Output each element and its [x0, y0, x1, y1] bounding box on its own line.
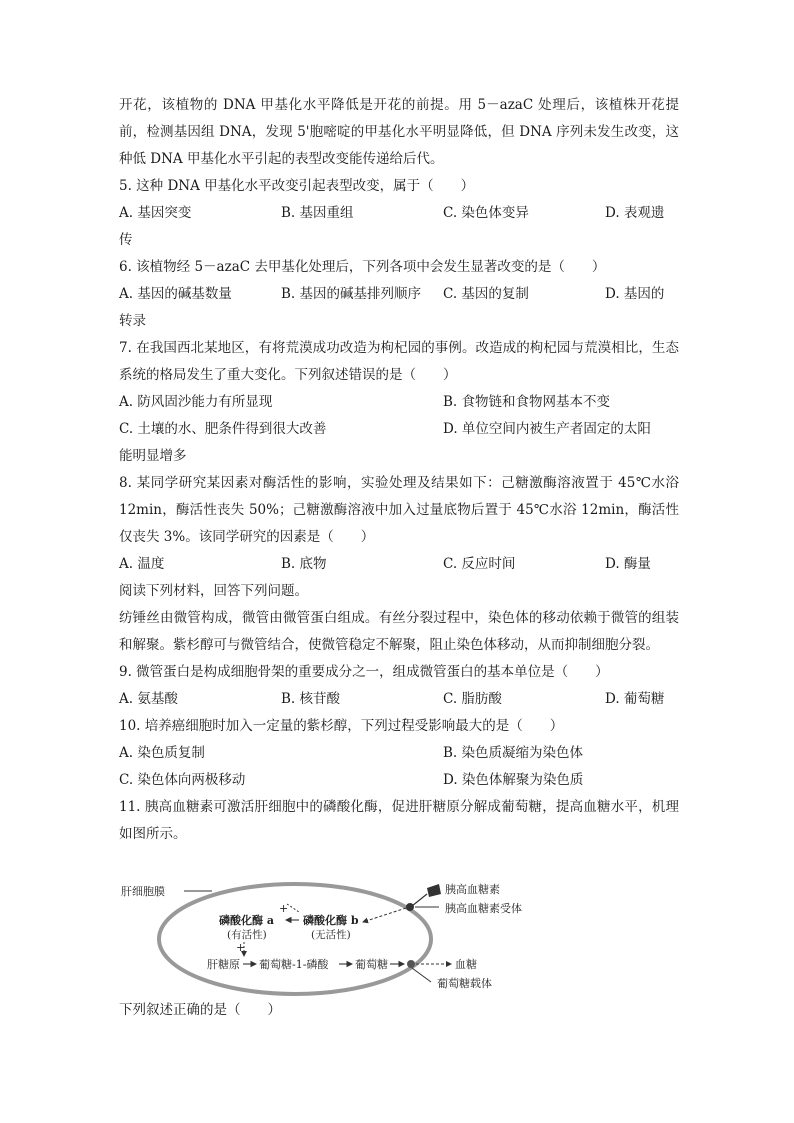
q5-option-c[interactable]: C. 染色体变异 [443, 205, 529, 221]
enzyme-b-state: (无活性) [311, 929, 351, 941]
q9-option-c[interactable]: C. 脂肪酸 [443, 691, 502, 707]
receptor-dot [406, 903, 414, 911]
q8-option-a[interactable]: A. 温度 [119, 556, 165, 572]
intro-paragraph: 开花，该植物的 DNA 甲基化水平降低是开花的前提。用 5－azaC 处理后，该植株开花提前，检测基因组 DNA，发现 5'胞嘧啶的甲基化水平明显降低，但 DNA 序列未发生改变，这种低 DNA 甲基化水平引起的表型改变能传递给后代。 [119, 97, 679, 167]
q10-option-a[interactable]: A. 染色质复制 [119, 745, 205, 761]
q7-options-row2 [119, 416, 679, 443]
plus-sign-left: + [236, 941, 246, 954]
g1p-label: 葡萄糖-1-磷酸 [259, 958, 329, 971]
q6-options [119, 281, 679, 308]
q11-after-diagram: 下列叙述正确的是（ ） [119, 1002, 281, 1018]
plus-sign-top: + [279, 902, 289, 915]
q5-options [119, 200, 679, 227]
q6-option-d-wrap: 转录 [119, 313, 146, 329]
q10-option-b[interactable]: B. 染色质凝缩为染色体 [443, 745, 584, 761]
transporter-label: 葡萄糖载体 [437, 977, 492, 990]
q9-option-a[interactable]: A. 氨基酸 [119, 691, 178, 707]
receptor-label: 胰高血糖素受体 [445, 902, 522, 915]
transporter-dot [407, 960, 415, 968]
q5-option-a[interactable]: A. 基因突变 [119, 205, 192, 221]
q8-stem: 8. 某同学研究某因素对酶活性的影响，实验处理及结果如下：己糖激酶溶液置于 45℃水浴 12min，酶活性丧失 50%；己糖激酶溶液中加入过量底物后置于 45℃水浴 12min，酶活性仅丧失 3%。该同学研究的因素是（ ） [119, 475, 679, 545]
q9-stem: 9. 微管蛋白是构成细胞骨架的重要成分之一，组成微管蛋白的基本单位是（ ） [119, 664, 609, 680]
q9-option-d[interactable]: D. 葡萄糖 [605, 691, 665, 707]
glucagon-to-receptor-line [412, 894, 427, 906]
glucose-label: 葡萄糖 [355, 958, 388, 971]
membrane-label: 肝细胞膜 [121, 885, 165, 898]
enzyme-a-state: (有活性) [227, 929, 267, 941]
q5-option-d[interactable]: D. 表观遗 [605, 205, 665, 221]
enzyme-a-label: 磷酸化酶 a [219, 914, 274, 927]
material-intro: 阅读下列材料，回答下列问题。 [119, 583, 308, 599]
q8-option-d[interactable]: D. 酶量 [605, 556, 651, 572]
q7-option-d-wrap: 能明显增多 [119, 448, 187, 464]
q9-option-b[interactable]: B. 核苷酸 [281, 691, 341, 707]
question-page [119, 92, 679, 848]
q6-option-a[interactable]: A. 基因的碱基数量 [119, 286, 232, 302]
q6-option-b[interactable]: B. 基因的碱基排列顺序 [281, 286, 422, 302]
plus-dashed-top [287, 904, 299, 912]
cell-membrane-ellipse [159, 884, 431, 994]
glucagon-icon [427, 884, 441, 897]
glycogen-mechanism-diagram [119, 872, 529, 998]
q8-option-c[interactable]: C. 反应时间 [443, 556, 516, 572]
q6-option-d[interactable]: D. 基因的 [605, 286, 665, 302]
q7-option-c[interactable]: C. 土壤的水、肥条件得到很大改善 [119, 421, 327, 437]
q9-options [119, 686, 679, 713]
q7-option-b[interactable]: B. 食物链和食物网基本不变 [443, 394, 611, 410]
q7-option-d[interactable]: D. 单位空间内被生产者固定的太阳 [443, 421, 651, 437]
transporter-pointer-line [412, 968, 431, 982]
q7-option-a[interactable]: A. 防风固沙能力有所显现 [119, 394, 273, 410]
material-paragraph: 纺锤丝由微管构成，微管由微管蛋白组成。有丝分裂过程中，染色体的移动依赖于微管的组装和解聚。紫杉醇可与微管结合，使微管稳定不解聚，阻止染色体移动，从而抑制细胞分裂。 [119, 610, 679, 653]
glycogen-label: 肝糖原 [207, 958, 240, 971]
q6-stem: 6. 该植物经 5－azaC 去甲基化处理后，下列各项中会发生显著改变的是（ ） [119, 259, 606, 275]
q7-stem: 7. 在我国西北某地区，有将荒漠成功改造为枸杞园的事例。改造成的枸杞园与荒漠相比，生态系统的格局发生了重大变化。下列叙述错误的是（ ） [119, 340, 679, 383]
q11-stem: 11. 胰高血糖素可激活肝细胞中的磷酸化酶，促进肝糖原分解成葡萄糖，提高血糖水平，机理如图所示。 [119, 799, 679, 842]
q5-stem: 5. 这种 DNA 甲基化水平改变引起表型改变，属于（ ） [119, 178, 475, 194]
q8-options [119, 551, 679, 578]
q10-option-c[interactable]: C. 染色体向两极移动 [119, 772, 246, 788]
q7-options-row1 [119, 389, 679, 416]
enzyme-b-label: 磷酸化酶 b [303, 914, 359, 927]
signal-dashed-line [363, 908, 406, 922]
glucagon-label: 胰高血糖素 [445, 883, 500, 896]
q5-option-b[interactable]: B. 基因重组 [281, 205, 354, 221]
q6-option-c[interactable]: C. 基因的复制 [443, 286, 529, 302]
q8-option-b[interactable]: B. 底物 [281, 556, 327, 572]
q10-option-d[interactable]: D. 染色体解聚为染色质 [443, 772, 584, 788]
q10-stem: 10. 培养癌细胞时加入一定量的紫杉醇，下列过程受影响最大的是（ ） [119, 718, 564, 734]
q10-options-row2 [119, 767, 679, 794]
q10-options-row1 [119, 740, 679, 767]
blood-sugar-label: 血糖 [455, 958, 477, 971]
q5-option-d-wrap: 传 [119, 232, 133, 248]
